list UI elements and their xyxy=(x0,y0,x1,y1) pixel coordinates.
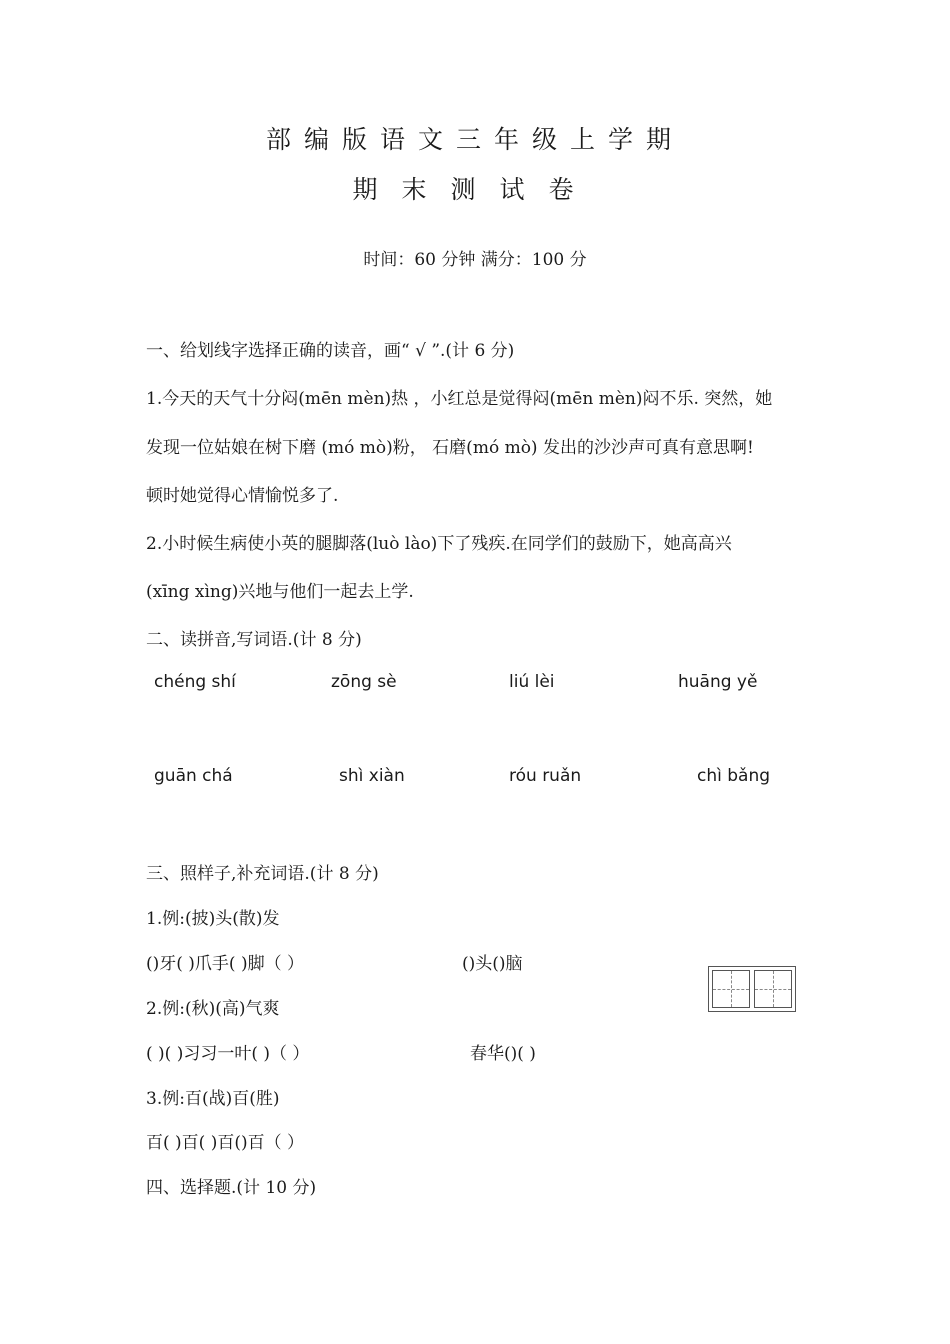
exam-title: 部编版语文三年级上学期 xyxy=(265,125,684,154)
pinyin-item: zōng sè xyxy=(331,672,397,692)
section3-heading: 三、照样子,补充词语.(计 8 分) xyxy=(146,864,379,884)
writing-grid-cell xyxy=(712,970,750,1008)
section1-q1-line3: 顿时她觉得心情愉悦多了. xyxy=(146,486,339,506)
section3-fill3a: 百( )百( )百()百（ ） xyxy=(146,1133,305,1153)
section1-q2-line1: 2.小时候生病使小英的腿脚落(luò lào)下了残疾.在同学们的鼓励下，她高高兴 xyxy=(146,534,732,554)
section3-fill1a: ()牙( )爪手( )脚（ ） xyxy=(146,954,305,974)
section3-example1: 1.例:(披)头(散)发 xyxy=(146,909,280,929)
writing-grid-boxes xyxy=(708,966,796,1012)
section1-q1-line1: 1.今天的天气十分闷(mēn mèn)热 ，小红总是觉得闷(mēn mèn)闷不乐. 突然，她 xyxy=(146,389,773,409)
section1-q1-line2: 发现一位姑娘在树下磨 (mó mò)粉， 石磨(mó mò) 发出的沙沙声可真有意思啊! xyxy=(146,438,754,458)
pinyin-item: huāng yě xyxy=(678,672,758,692)
writing-grid-cell xyxy=(754,970,792,1008)
pinyin-item: róu ruǎn xyxy=(509,766,582,786)
section1-q2-line2: (xīng xìng)兴地与他们一起去上学. xyxy=(146,582,414,602)
section3-fill2b: 春华()( ) xyxy=(470,1044,536,1064)
section3-fill2a: ( )( )习习一叶( )（ ） xyxy=(146,1044,310,1064)
pinyin-item: shì xiàn xyxy=(339,766,405,786)
exam-subtitle: 期末测试卷 xyxy=(352,175,598,204)
section2-heading: 二、读拼音,写词语.(计 8 分) xyxy=(146,630,362,650)
section3-example3: 3.例:百(战)百(胜) xyxy=(146,1089,280,1109)
section4-heading: 四、选择题.(计 10 分) xyxy=(146,1178,317,1198)
section1-heading: 一、给划线字选择正确的读音，画“ √ ”.(计 6 分) xyxy=(146,341,515,361)
section3-example2: 2.例:(秋)(高)气爽 xyxy=(146,999,280,1019)
exam-time-score: 时间：60 分钟 满分：100 分 xyxy=(363,250,587,270)
pinyin-item: chéng shí xyxy=(154,672,236,692)
pinyin-item: guān chá xyxy=(154,766,233,786)
pinyin-item: liú lèi xyxy=(509,672,555,692)
pinyin-item: chì bǎng xyxy=(697,766,771,786)
section3-fill1b: ()头()脑 xyxy=(462,954,523,974)
